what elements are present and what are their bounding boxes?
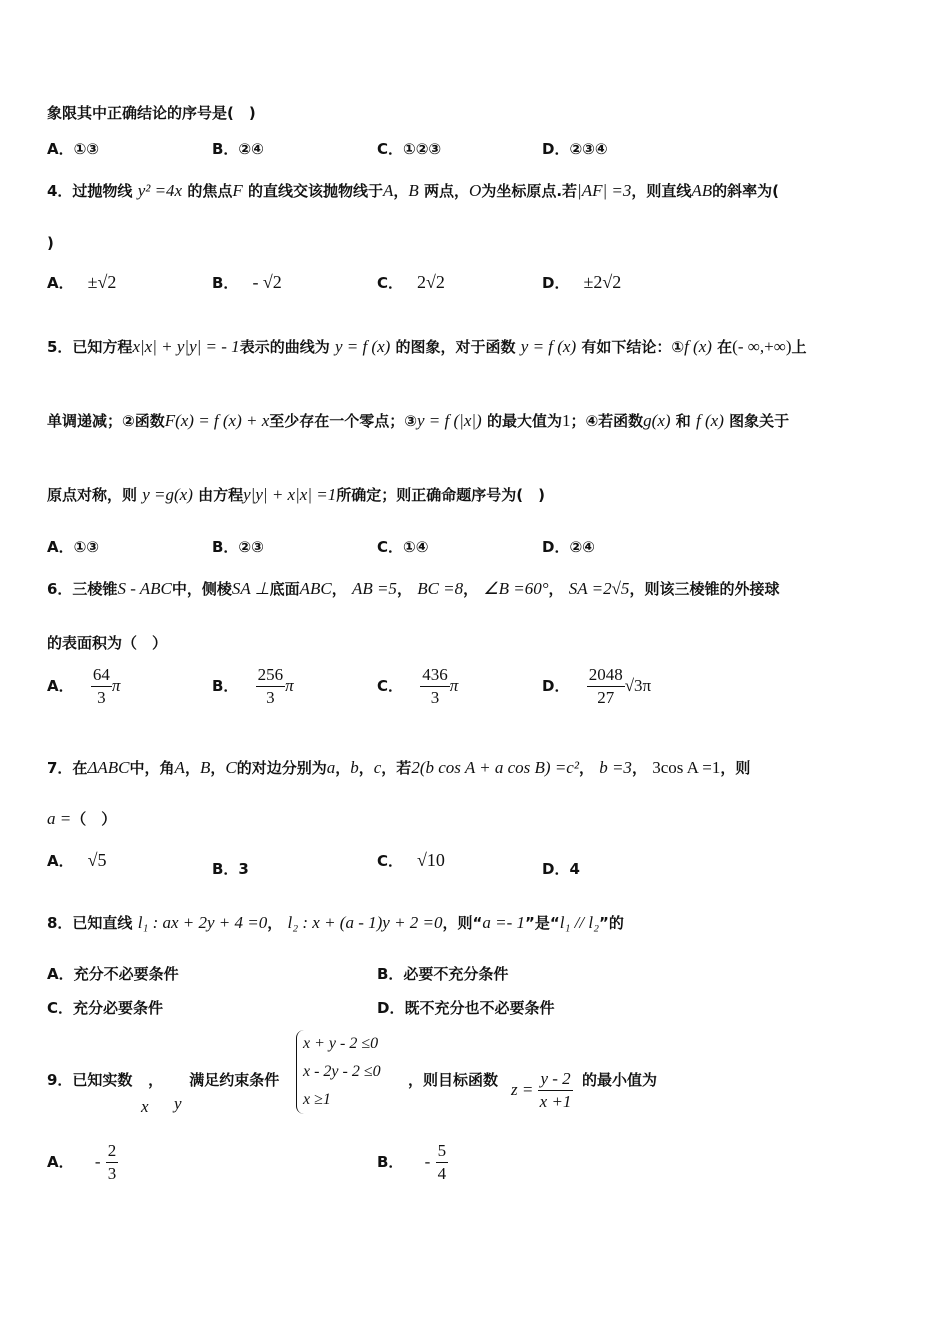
question-7-continued: a =（ ） [47,809,117,828]
q7-option-d: D．4 [542,860,580,878]
q4-option-a: A． ±√2 [47,272,117,292]
q9-option-b: B． - $\frac{5}{4}$ [377,1141,447,1183]
constraint-system: x + y - 2 ≤0 x - 2y - 2 ≤0 x ≥1 [296,1030,381,1114]
q7-option-c: C． √10 [377,850,445,870]
q5-option-b: B．②③ [212,538,264,556]
q3-option-b: B．②④ [212,140,264,158]
question-5-line-3: 原点对称，则 y =g(x) 由方程y|y| + x|x| =1所确定；则正确命题序号为( ) [47,485,545,504]
q6-option-c: C． $\frac{436}{3}$ π [377,665,459,707]
q4-option-d: D． ±2√2 [542,272,622,292]
variable-x: x [141,1097,149,1116]
q3-option-c: C．①②③ [377,140,442,158]
q8-option-d: D．既不充分也不必要条件 [377,999,555,1017]
question-3-tail: 象限其中正确结论的序号是( ) [47,104,256,122]
target-function: z = $\frac{y - 2}{x +1}$ [511,1069,572,1111]
question-9-tail: 的最小值为 [582,1071,658,1089]
q4-option-b: B． - √2 [212,272,282,292]
q5-option-d: D．②④ [542,538,595,556]
q6-option-b: B． $\frac{256}{3}$ π [212,665,294,707]
q6-option-a: A． $\frac{64}{3}$ π [47,665,121,707]
question-6: 6．三棱锥S - ABC中，侧棱SA ⊥底面ABC， AB =5， BC =8， ∠B =60°， SA =2√5，则该三棱锥的外接球 [47,579,780,598]
q5-option-a: A．①③ [47,538,100,556]
question-7: 7．在ΔABC中，角A，B，C的对边分别为a，b，c，若2(b cos A + a cos B) =c²， b =3， 3cos A =1，则 [47,758,751,777]
question-5-line-2: 单调递减；②函数F(x) = f (x) + x至少存在一个零点；③y = f (|x|) 的最大值为1；④若函数g(x) 和 f (x) 图象关于 [47,411,790,430]
question-4-continued: ) [47,234,54,252]
variable-y: y [174,1094,182,1113]
q6-option-d: D． $\frac{2048}{27}$ √3π [542,665,652,707]
question-9: 9．已知实数 ， 满足约束条件 [47,1071,280,1089]
q4-option-c: C． 2√2 [377,272,445,292]
question-5: 5．已知方程x|x| + y|y| = - 1表示的曲线为 y = f (x) 的图象，对于函数 y = f (x) 有如下结论：①f (x) 在(- ∞,+∞)上 [47,337,807,356]
q8-option-a: A．充分不必要条件 [47,965,179,983]
q8-option-b: B．必要不充分条件 [377,965,509,983]
q8-option-c: C．充分必要条件 [47,999,164,1017]
q3-option-d: D．②③④ [542,140,608,158]
q3-option-a: A．①③ [47,140,100,158]
q9-option-a: A． - $\frac{2}{3}$ [47,1141,117,1183]
q7-option-b: B．3 [212,860,249,878]
q5-option-c: C．①④ [377,538,429,556]
question-4: 4．过抛物线 y² =4x 的焦点F 的直线交该抛物线于A，B 两点，O为坐标原点.若|AF| =3，则直线AB的斜率为( [47,181,780,200]
question-8: 8．已知直线 l₁ : ax + 2y + 4 =0， l₂ : x + (a - 1)y + 2 =0，则“a =- 1”是“l₁ // l₂”的 [47,913,624,932]
question-9-target: ，则目标函数 [408,1071,499,1089]
question-6-continued: 的表面积为（ ） [47,634,168,652]
q7-option-a: A． √5 [47,850,107,870]
